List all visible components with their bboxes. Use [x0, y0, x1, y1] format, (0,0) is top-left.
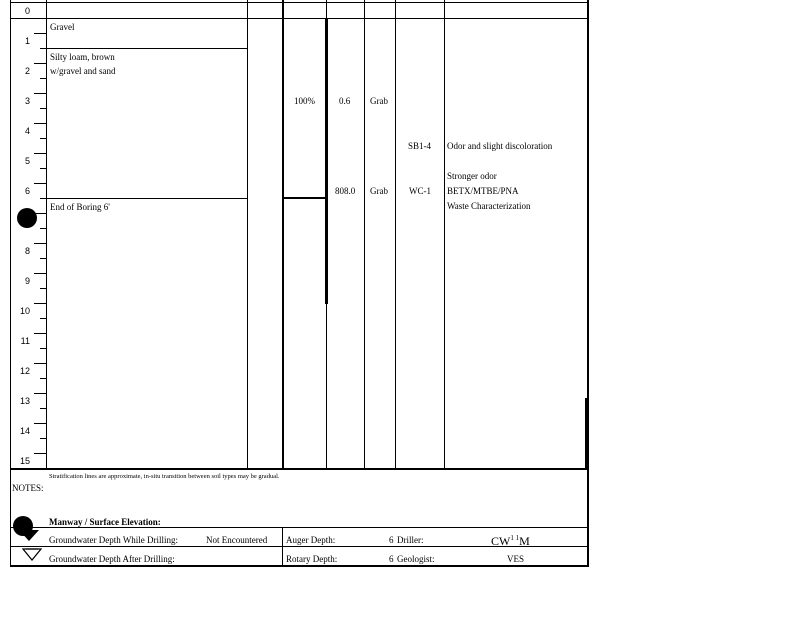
log-bottom — [10, 468, 588, 470]
geologist-label: Geologist: — [397, 554, 435, 564]
sample-remark: Waste Characterization — [447, 201, 531, 211]
depth-label: 11 — [20, 336, 30, 346]
depth-label: 3 — [24, 96, 30, 106]
recovery-bar-cap — [284, 197, 327, 199]
col-depth-divider — [46, 0, 47, 468]
depth-label: 5 — [24, 156, 30, 166]
driller-initials: CW — [491, 534, 511, 548]
col-type-divider — [395, 0, 396, 468]
pid-value: 808.0 — [335, 186, 356, 196]
depth-label: 12 — [19, 366, 30, 376]
recovery-bar — [325, 18, 328, 304]
litho-boundary-2 — [47, 198, 247, 199]
header-line-2 — [10, 18, 588, 19]
depth-label: 0 — [24, 6, 30, 16]
pid-value: 0.6 — [339, 96, 351, 106]
punch-hole-mark — [17, 208, 37, 228]
stratification-note: Stratification lines are approximate, in-situ transition between soil types may be gradual. — [49, 473, 280, 480]
lithology-gravel: Gravel — [50, 22, 75, 32]
driller-label: Driller: — [397, 535, 424, 545]
depth-label: 9 — [24, 276, 30, 286]
depth-label: 10 — [19, 306, 30, 316]
depth-label: 4 — [24, 126, 30, 136]
recovery-value: 100% — [294, 96, 315, 106]
frame-bottom — [10, 565, 589, 567]
depth-label: 13 — [19, 396, 30, 406]
frame-right — [587, 0, 589, 566]
sample-remark: BETX/MTBE/PNA — [447, 186, 519, 196]
gw-while-label: Groundwater Depth While Drilling: — [49, 535, 179, 545]
footer-line-1 — [10, 527, 588, 528]
col-graphic-divider — [282, 0, 284, 468]
sample-id: WC-1 — [409, 186, 431, 196]
auger-label: Auger Depth: — [286, 535, 336, 545]
auger-value: 6 — [389, 535, 394, 545]
driller-superscript: 1 1 — [510, 534, 520, 542]
groundwater-while-icon — [18, 529, 40, 543]
header-line-1 — [10, 2, 588, 3]
depth-label: 14 — [19, 426, 30, 436]
col-desc-divider — [247, 0, 248, 468]
sample-id: SB1-4 — [408, 141, 432, 151]
lithology-end-of-boring: End of Boring 6' — [50, 202, 110, 212]
depth-label: 1 — [24, 36, 30, 46]
driller-initials-end: M — [519, 534, 530, 548]
lithology-silty-loam-cont: w/gravel and sand — [50, 66, 116, 76]
gw-while-value: Not Encountered — [206, 535, 268, 545]
rotary-label: Rotary Depth: — [286, 554, 338, 564]
driller-value — [491, 531, 530, 548]
gw-after-label: Groundwater Depth After Drilling: — [49, 554, 175, 564]
groundwater-after-icon — [22, 548, 42, 562]
sample-type: Grab — [370, 186, 388, 196]
depth-label: 6 — [24, 186, 30, 196]
litho-boundary-1 — [47, 48, 247, 49]
depth-label: 8 — [24, 246, 30, 256]
sample-remark: Odor and slight discoloration — [447, 141, 553, 151]
depth-label: 15 — [19, 456, 30, 466]
lithology-silty-loam: Silty loam, brown — [50, 52, 115, 62]
right-thick-edge — [585, 398, 588, 468]
geologist-value: VES — [507, 554, 525, 564]
col-pid-divider — [364, 0, 365, 468]
col-sampleid-divider — [444, 0, 445, 468]
manway-label: Manway / Surface Elevation: — [49, 517, 161, 527]
depth-label: 2 — [24, 66, 30, 76]
notes-label: NOTES: — [12, 483, 44, 493]
sample-type: Grab — [370, 96, 388, 106]
sample-remark: Stronger odor — [447, 171, 497, 181]
rotary-value: 6 — [389, 554, 394, 564]
footer-divider — [282, 527, 283, 566]
